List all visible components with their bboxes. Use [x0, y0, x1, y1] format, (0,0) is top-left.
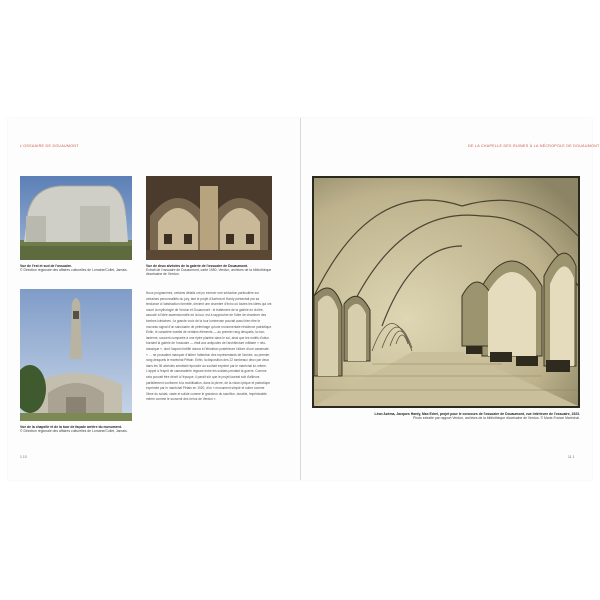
photo-ossuary-exterior — [20, 176, 132, 260]
caption-credit: © Direction régionale des affaires culturelles de Lorraine/Collet, Jamais. — [20, 429, 128, 434]
drawing-ossuary-gallery — [312, 176, 580, 408]
caption-credit: Photo extraite par rapport Verdun, archives de la bibliothèque diocésaine de Verdun. © Marie-France Maréchal. — [412, 416, 580, 421]
left-running-header: L'OSSUAIRE DE DOUAUMONT — [20, 144, 79, 148]
photo-gallery-alcoves — [146, 176, 272, 260]
caption-drawing — [374, 412, 580, 420]
caption-title: Vue de la chapelle et de la tour de façade arrière du monument. — [20, 425, 122, 429]
right-folio: 11 1 — [568, 455, 575, 459]
caption-title: Vue de deux alvéoles de la galerie de l'ossuaire de Douaumont. — [146, 264, 248, 268]
right-running-header: DE LA CHAPELLE DES RUINES À LA NÉCROPOLE DE DOUAUMONT — [468, 144, 600, 148]
book-gutter — [300, 118, 301, 480]
caption-title: Léon Azéma, Jacques Hardy, Max Edrei, projet pour le concours de l'ossuaire de Douaumont, vue intérieure de l'ossuaire, 1923. — [374, 412, 580, 416]
caption-chapel-tower — [20, 425, 132, 433]
caption-gallery-alcoves — [146, 264, 272, 277]
body-text-column: Nous programmes, certains détails ont pu exercer une séduction particulière sur certaines personnalités du jury, tant le projet d'Azéma et Hardy présentait par sa tendance à l'abstraction formelle, devient une chambre d'écho où toutes les idées qui ont nourri la mythologie de Verdun et Douaumont : le traitement de la galerie en cloître, associé à l'idée ascensionnelle de la tour, est à rapprocher de l'idée de chambrer des tombes lointaines ; la grande croix de la tour lumineuse pouvait aussi bien être le nouveau signal d'un sanctuaire de pèlerinage qu'une monumentale résidence patriotique. Enfin, le caractère martial de certains éléments — au premier rang desquels, la tour-lanterne, souvent comparée à une épée plantée dans le sol, ainsi que les motifs d'obus bordant la galerie de l'ossuaire — était aux antipodes de l'architecture militaire « néo-classique », dont l'aspect fortifié donna à l'élévation postérieure l'allure d'une casemate. « … ne pouvaient manquer d'attirer l'attention des représentants de l'armée, au premier rang desquels le maréchal Pétain. Enfin, la disposition des 22 tombeaux deux par deux dans les 36 alvéoles semblait répondre au souhait exprimé par le maréchal lui-même. L'appel à l'esprit de camaraderie régnant entre les soldats pendant la guerre. Comme cela pouvait être décrit à l'époque, il paraît sûr que le projet lauréat soit d'ailleurs parfaitement conforme à la mobilisation, dans la pierre, de la vision lyrique et patriotique exprimée par le maréchal Pétain en 1920, d'un « monument simple et sobre comme l'âme du soldat, vaste et solide comme le grandeur du sacrifice, durable, impérissable même comme le souvenir des héros de Verdun ». — [146, 291, 272, 402]
caption-ossuary-exterior — [20, 264, 132, 272]
left-folio: 1 10 — [20, 455, 27, 459]
caption-credit: Extrait de l'ossuaire de Douaumont, carte 1950, Verdun, archives de la bibliothèque diocésaine de Verdun. — [146, 268, 272, 277]
photo-chapel-tower — [20, 289, 132, 421]
caption-title: Vue de l'est et sud de l'ossuaire. — [20, 264, 72, 268]
caption-credit: © Direction régionale des affaires culturelles de Lorraine/Collet, Jamais. — [20, 268, 128, 273]
